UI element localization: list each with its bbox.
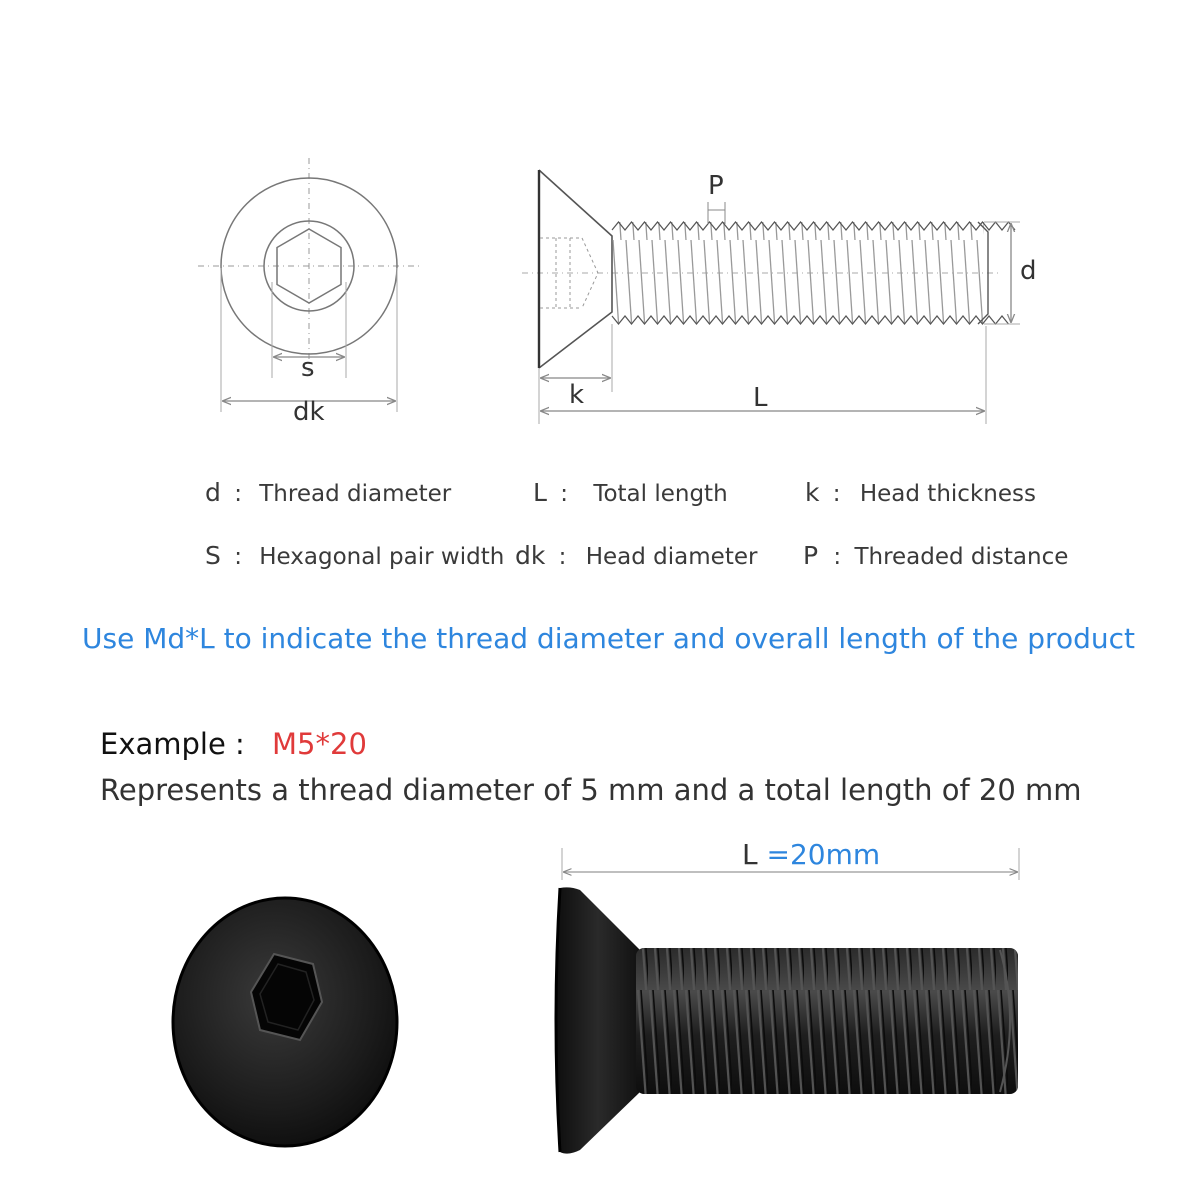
legend-item-k (805, 478, 1036, 507)
example-label: Example : (100, 727, 245, 761)
legend-symbol: dk (515, 541, 546, 570)
legend-symbol: S (205, 541, 221, 570)
legend-item-p (803, 541, 1068, 570)
screw-head-photo (173, 898, 397, 1146)
length-label (742, 838, 880, 871)
legend-symbol: d (205, 478, 221, 507)
legend-desc: Thread diameter (259, 481, 452, 507)
legend-item-l (533, 478, 728, 507)
legend-desc: Head diameter (585, 544, 758, 570)
legend-item-d (205, 478, 451, 507)
legend-desc: Head thickness (859, 481, 1036, 507)
legend-desc: Hexagonal pair width (259, 544, 505, 570)
screw-side-view (522, 170, 1020, 424)
legend-separator: : (560, 481, 568, 507)
screw-side-photo (556, 848, 1019, 1154)
length-value: =20mm (766, 838, 881, 871)
legend-symbol: P (803, 541, 819, 570)
legend-separator: : (558, 544, 567, 570)
legend-separator: : (832, 481, 841, 507)
legend-item-dk (515, 541, 757, 570)
legend-separator: : (234, 544, 242, 570)
legend-symbol: k (805, 478, 820, 507)
example-line (100, 727, 367, 761)
length-prefix: L (742, 838, 758, 871)
label-s: s (301, 353, 315, 383)
label-d: d (1020, 256, 1037, 286)
legend-separator: : (234, 481, 242, 507)
legend-desc: Threaded distance (854, 544, 1069, 570)
usage-note: Use Md*L to indicate the thread diameter and overall length of the product (82, 622, 1135, 655)
label-p: P (708, 171, 724, 201)
example-code: M5*20 (272, 727, 367, 761)
label-l: L (753, 383, 768, 413)
label-dk: dk (293, 397, 325, 427)
legend-desc: Total length (593, 481, 728, 507)
legend-separator: : (833, 544, 842, 570)
example-description: Represents a thread diameter of 5 mm and a total length of 20 mm (100, 773, 1082, 807)
legend-item-s (205, 541, 504, 570)
label-k: k (569, 380, 585, 410)
legend-symbol: L (533, 478, 547, 507)
